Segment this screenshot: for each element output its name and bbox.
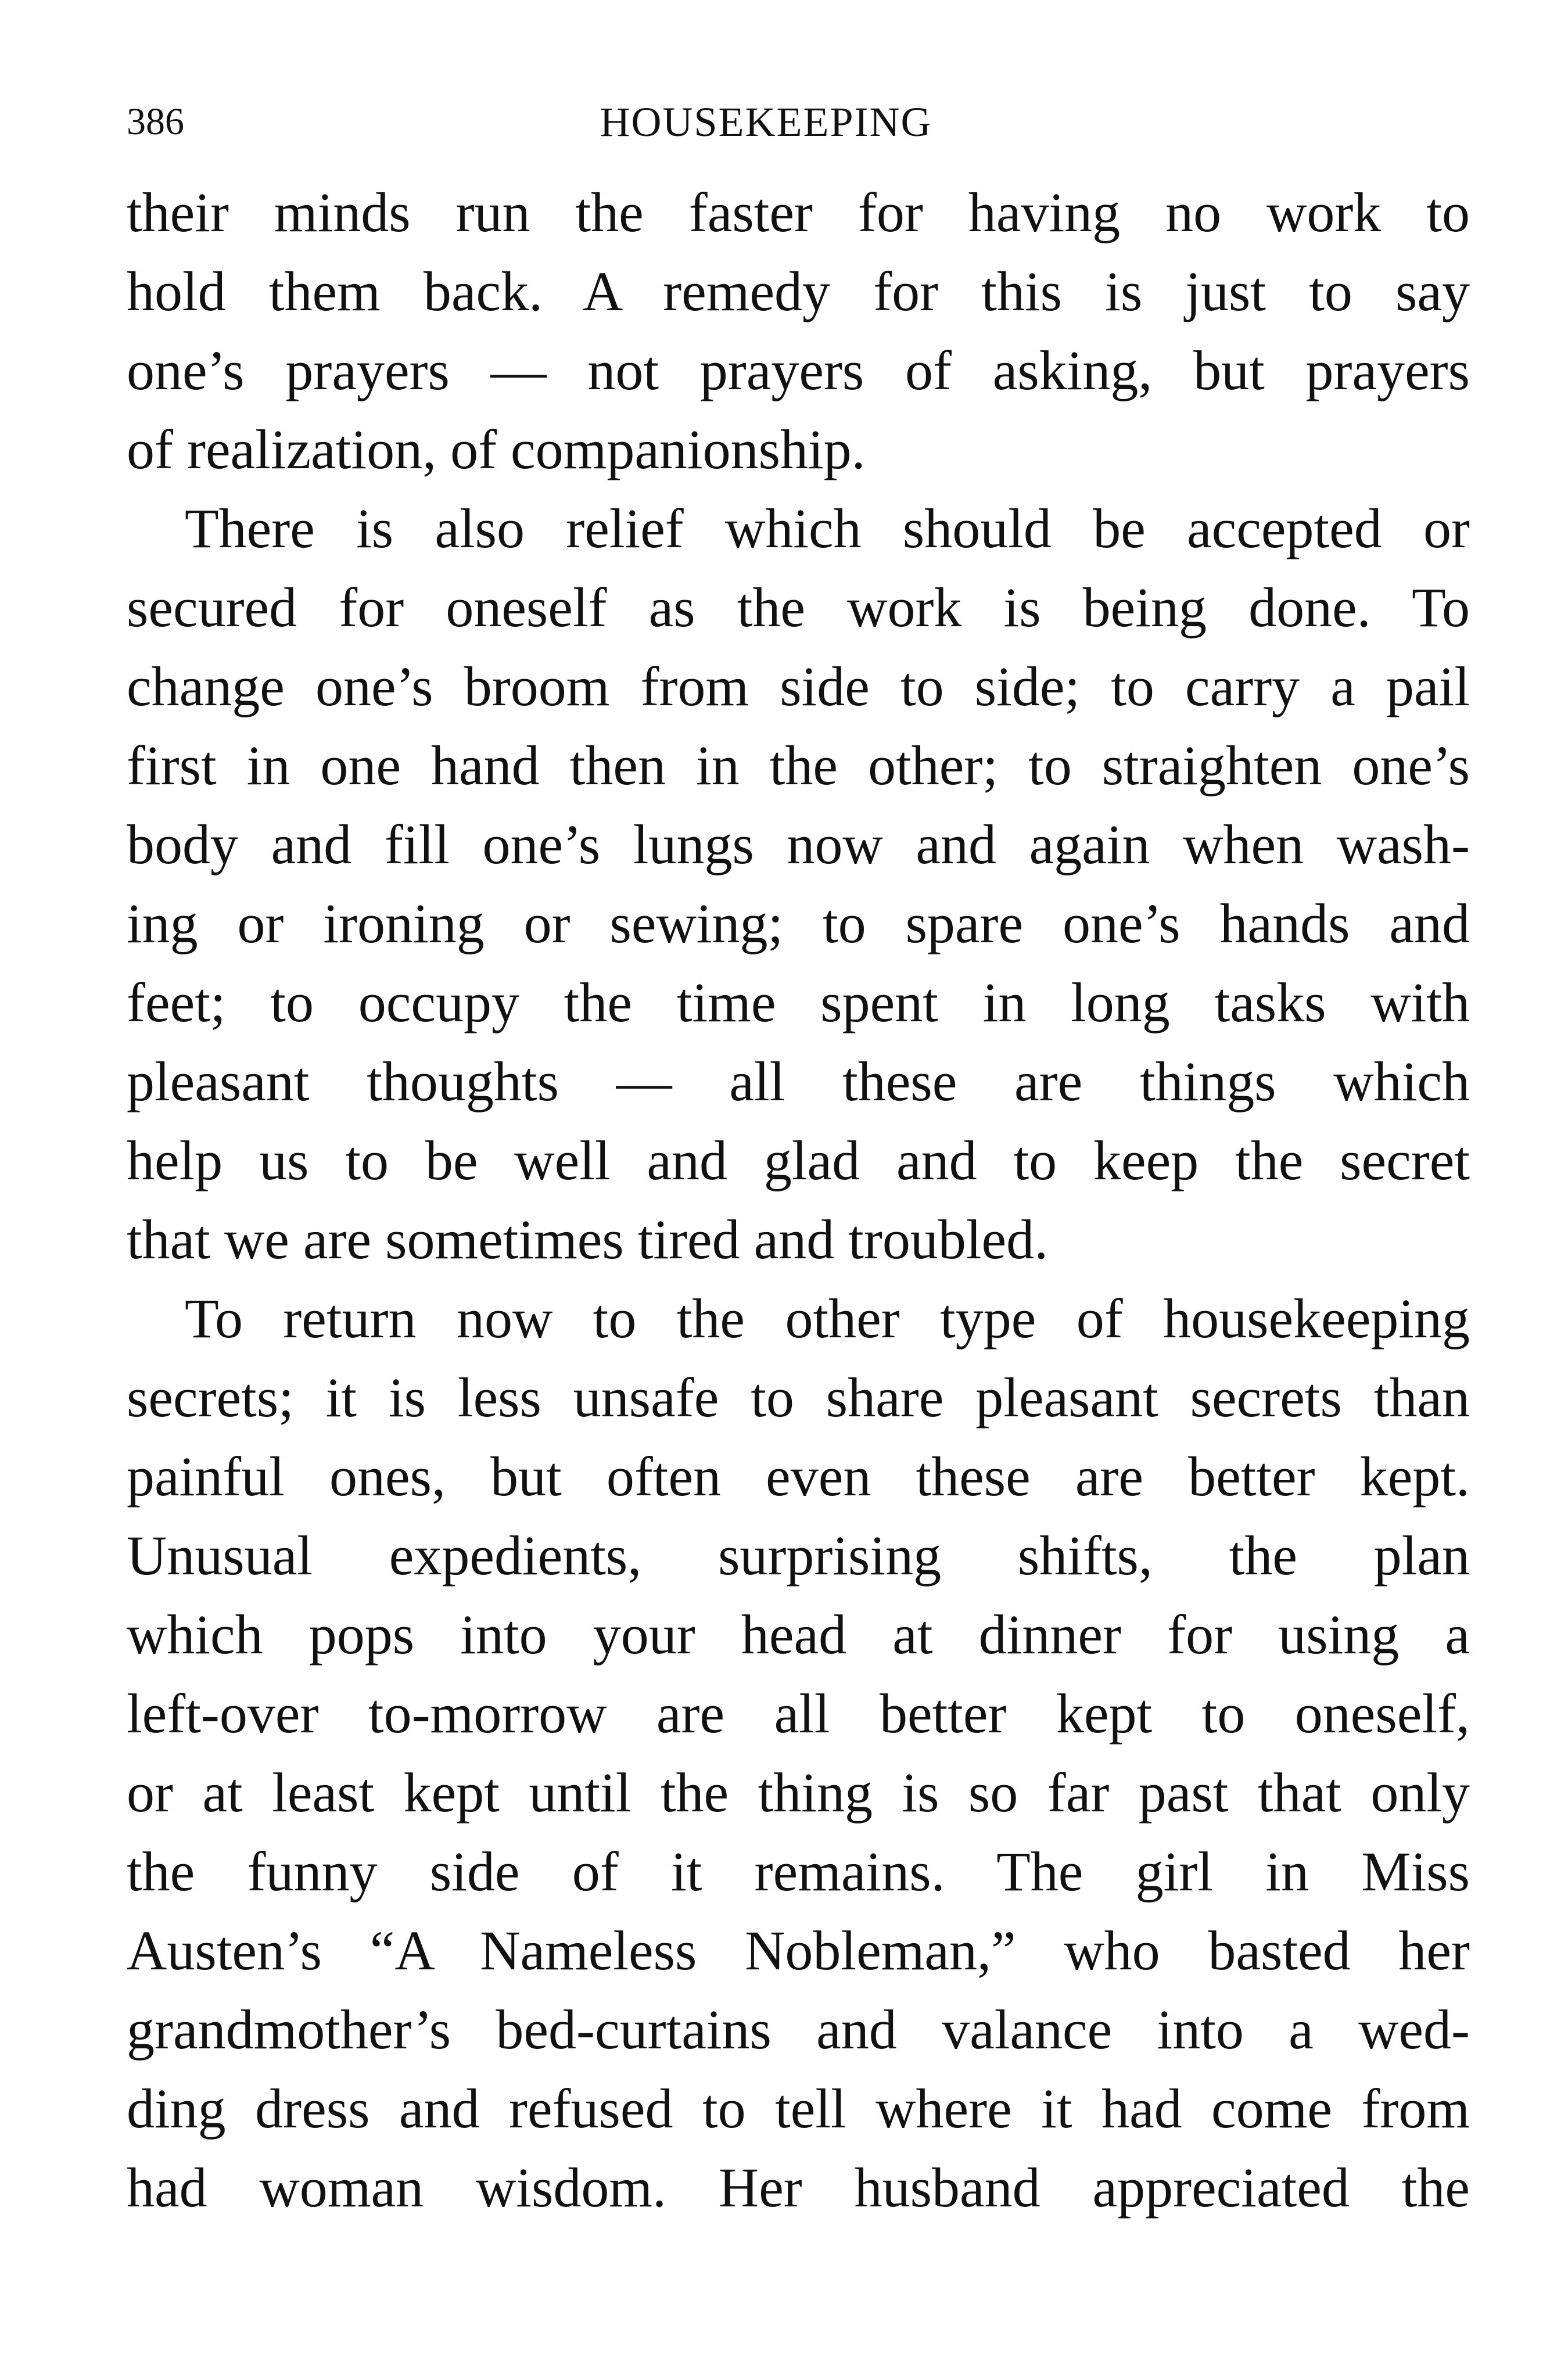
text-line: pleasant thoughts — all these are things which xyxy=(127,1050,1470,1112)
text-line: the funny side of it remains. The girl in Miss xyxy=(127,1840,1470,1903)
text-line: that we are sometimes tired and troubled. xyxy=(127,1208,1049,1270)
text-line: To return now to the other type of housekeeping xyxy=(185,1287,1470,1349)
text-line: or at least kept until the thing is so far past that only xyxy=(127,1761,1470,1824)
text-line: one’s prayers — not prayers of asking, but prayers xyxy=(127,339,1470,401)
text-line: body and fill one’s lungs now and again when wash- xyxy=(127,813,1470,875)
running-head xyxy=(127,87,1469,157)
text-line: their minds run the faster for having no work to xyxy=(127,181,1470,243)
text-line: feet; to occupy the time spent in long tasks with xyxy=(127,971,1470,1033)
text-line: painful ones, but often even these are better kept. xyxy=(127,1445,1470,1508)
text-line: change one’s broom from side to side; to carry a pail xyxy=(127,655,1470,717)
body-text xyxy=(127,173,1470,2227)
text-line: ing or ironing or sewing; to spare one’s hands and xyxy=(127,892,1470,954)
text-line: grandmother’s bed-curtains and valance into a wed- xyxy=(127,1998,1470,2061)
text-line: of realization, of companionship. xyxy=(127,418,866,480)
text-line: had woman wisdom. Her husband appreciated the xyxy=(127,2156,1470,2219)
text-line: which pops into your head at dinner for using a xyxy=(127,1603,1470,1666)
running-title: HOUSEKEEPING xyxy=(600,99,932,145)
text-line: ding dress and refused to tell where it had come from xyxy=(127,2077,1470,2140)
text-line: help us to be well and glad and to keep the secret xyxy=(127,1129,1470,1191)
text-line: hold them back. A remedy for this is just to say xyxy=(127,260,1470,322)
text-line: secrets; it is less unsafe to share pleasant secrets than xyxy=(127,1366,1470,1429)
page-number: 386 xyxy=(127,101,184,143)
text-line: first in one hand then in the other; to straighten one’s xyxy=(127,734,1470,796)
text-line: Unusual expedients, surprising shifts, the plan xyxy=(127,1524,1470,1587)
text-line: There is also relief which should be accepted or xyxy=(185,497,1470,559)
text-line: Austen’s “A Nameless Nobleman,” who basted her xyxy=(127,1919,1470,1982)
text-line: left-over to-morrow are all better kept to oneself, xyxy=(127,1682,1470,1745)
text-line: secured for oneself as the work is being done. To xyxy=(127,576,1470,638)
